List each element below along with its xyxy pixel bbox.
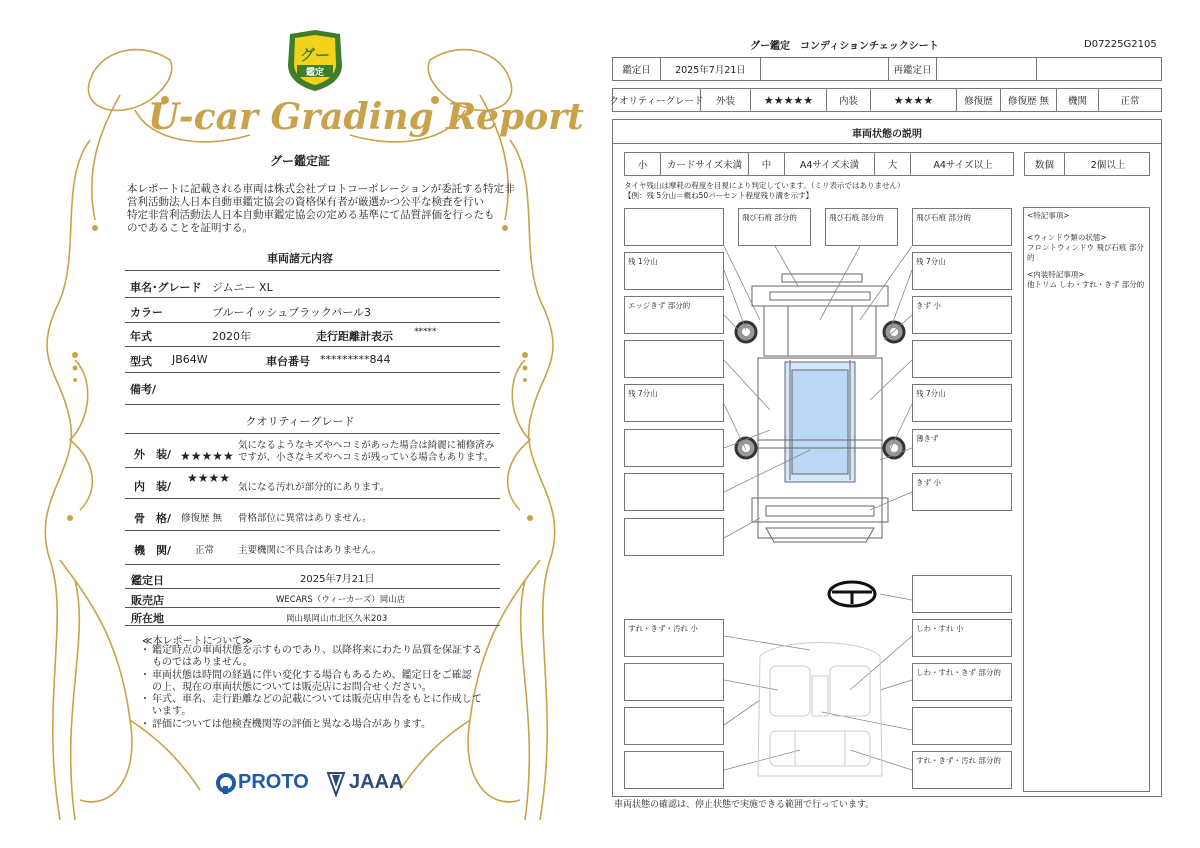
int-right-box-5: すれ・きず・汚れ 部分的	[912, 751, 1012, 789]
dealer-label: 販売店	[131, 594, 164, 607]
address-label: 所在地	[131, 612, 164, 625]
sheet-date-label: 鑑定日	[613, 58, 661, 80]
chassis-label: 車台番号	[266, 355, 310, 368]
intro-text: 本レポートに記載される車両は株式会社プロトコーポレーションが委託する特定非 営利活動法人日本自動車鑑定協会の資格保有者が厳選かつ公平な検査を行い 特定非営利活動法人日本自動車鑑定協会の定める基準にて品質評価を行ったも のであることを証明する。	[127, 183, 515, 234]
ext-top-box-1: 飛び石痕 部分的	[738, 208, 811, 246]
svg-text:グー: グー	[299, 46, 331, 64]
sheet-interior-label: 内装	[827, 89, 871, 111]
reinspect-label: 再鑑定日	[889, 58, 937, 80]
date-label: 鑑定日	[131, 574, 164, 587]
sheet-quality-label: クオリティーグレード	[613, 89, 701, 111]
subtitle: グー鑑定証	[269, 154, 330, 168]
model-label: 型式	[130, 355, 152, 368]
interior-special-heading: <内装特記事項>	[1027, 269, 1085, 279]
interior-label: 内 装/	[134, 480, 172, 493]
ext-left-box-2: 残 1分山	[624, 252, 724, 290]
ext-right-box-2: きず 小	[912, 296, 1012, 334]
engine-value: 正常	[195, 545, 215, 556]
car-interior-diagram	[750, 636, 890, 786]
sheet-exterior-stars: ★★★★★	[751, 89, 827, 111]
count-label: 数個	[1025, 153, 1065, 175]
size-small-label: 小	[625, 153, 661, 175]
engine-note: 主要機関に不具合はありません。	[238, 545, 382, 556]
remarks-label: 備考/	[130, 383, 157, 396]
sheet-interior-stars: ★★★★	[871, 89, 957, 111]
exterior-stars: ★★★★★	[180, 449, 234, 463]
int-left-box-4	[624, 751, 724, 789]
dealer-value: WECARS（ウィーカーズ）岡山店	[276, 595, 406, 605]
ext-top-box-2: 飛び石痕 部分的	[825, 208, 898, 246]
doc-id: D07225G2105	[1084, 39, 1157, 50]
frame-label: 骨 格/	[134, 512, 172, 525]
interior-note: 気になる汚れが部分的にあります。	[238, 482, 390, 493]
odometer-label: 走行距離計表示	[316, 330, 393, 343]
sheet-engine-label: 機関	[1057, 89, 1099, 111]
jaaa-logo: JAAA	[349, 771, 404, 793]
year-label: 年式	[130, 330, 152, 343]
sheet-title: グー鑑定 コンディションチェックシート	[750, 41, 939, 52]
steering-wheel-icon	[826, 580, 878, 610]
model-value: JB64W	[172, 353, 208, 366]
int-left-box-2	[624, 663, 724, 701]
tire-note-2: 【例：残 5分山＝概ね50パーセント程度残り溝を示す】	[624, 191, 814, 200]
about-heading: ≪本レポートについて≫	[142, 636, 253, 647]
engine-label: 機 関/	[134, 544, 172, 557]
year-value: 2020年	[212, 330, 251, 343]
about-list: ・ 鑑定時点の車両状態を示すものであり、以降将来にわたり品質を保証する ものではありません。 ・ 車両状態は時間の経過に伴い変化する場合もあるため、鑑定日をご確認 の上、現在の車両状態については販売店にお問合せください。 ・ 年式、車名、走行距離などの記載については販売店申告をもとに作成して います。 ・ 評価については他検査機関等の評価と異なる場合があります。	[140, 645, 482, 730]
ext-left-box-3: エッジきず 部分的	[624, 296, 724, 334]
ext-right-box-6: きず 小	[912, 473, 1012, 511]
car-name-label: 車名･グレード	[130, 281, 202, 294]
ext-left-box-5: 残 7分山	[624, 384, 724, 422]
ext-right-box-5: 薄きず	[912, 429, 1012, 467]
script-title: U-car Grading Report	[148, 96, 584, 138]
sheet-footer: 車両状態の確認は、停止状態で実施できる範囲で行っています。	[614, 800, 875, 810]
svg-text:鑑定: 鑑定	[305, 68, 325, 78]
size-large-label: 大	[875, 153, 911, 175]
exterior-label: 外 装/	[134, 448, 172, 461]
frame-value: 修復歴 無	[181, 513, 223, 524]
int-right-box-2: しわ・すれ 小	[912, 619, 1012, 657]
ext-right-box-4: 残 7分山	[912, 384, 1012, 422]
repair-label: 修復歴	[957, 89, 1001, 111]
date-value: 2025年7月21日	[300, 574, 375, 585]
interior-stars: ★★★★	[187, 471, 231, 485]
sheet-exterior-label: 外装	[701, 89, 751, 111]
count-value: 2個以上	[1090, 160, 1126, 171]
size-medium-desc: A4サイズ未満	[785, 153, 875, 175]
interior-special-note: 他トリム しわ・すれ・きず 部分的	[1027, 279, 1145, 289]
proto-logo-icon	[215, 772, 237, 794]
special-heading: <特記事項>	[1027, 211, 1070, 220]
proto-logo: PROTO	[238, 771, 309, 793]
sheet-engine-value: 正常	[1120, 96, 1140, 107]
exterior-note: 気になるようなキズやヘコミがあった場合は綺麗に補修済み ですが、小さなキズやヘコミが残っている場合もあります。	[238, 440, 495, 463]
int-left-box-1: すれ・きず・汚れ 小	[624, 619, 724, 657]
color-label: カラー	[130, 306, 163, 319]
window-note: フロントウィンドウ 飛び石痕 部分的	[1027, 243, 1144, 263]
int-right-box-1	[912, 575, 1012, 613]
size-large-desc: A4サイズ以上	[933, 160, 993, 171]
size-small-desc: カードサイズ未満	[661, 153, 749, 175]
ext-top-box-3: 飛び石痕 部分的	[912, 208, 1012, 246]
frame-note: 骨格部位に異常はありません。	[238, 513, 372, 524]
ext-right-box-1: 残 7分山	[912, 252, 1012, 290]
int-left-box-3	[624, 707, 724, 745]
condition-check-sheet	[600, 0, 1200, 848]
goo-kantei-badge-icon	[285, 30, 345, 92]
repair-value: 修復歴 無	[1001, 89, 1057, 111]
specs-heading: 車両諸元内容	[267, 252, 333, 265]
quality-heading: クオリティーグレード	[245, 415, 355, 428]
tire-note-1: タイヤ残山は摩耗の程度を目視により判定しています。（ミリ表示ではありません）	[624, 181, 905, 190]
chassis-value: *********844	[320, 353, 391, 366]
sheet-date-value: 2025年7月21日	[661, 58, 761, 80]
color-value: ブルーイッシュブラックパール3	[212, 306, 372, 319]
int-right-box-4	[912, 707, 1012, 745]
int-right-box-3: しわ・すれ・きず 部分的	[912, 663, 1012, 701]
jaaa-logo-icon	[326, 771, 346, 797]
car-name-value: ジムニー XL	[212, 281, 273, 294]
odometer-value: *****	[414, 327, 437, 337]
size-medium-label: 中	[749, 153, 785, 175]
address-value: 岡山県岡山市北区久米203	[286, 614, 388, 624]
condition-heading: 車両状態の説明	[852, 129, 922, 140]
window-heading: <ウィンドウ類の状態>	[1027, 233, 1107, 243]
